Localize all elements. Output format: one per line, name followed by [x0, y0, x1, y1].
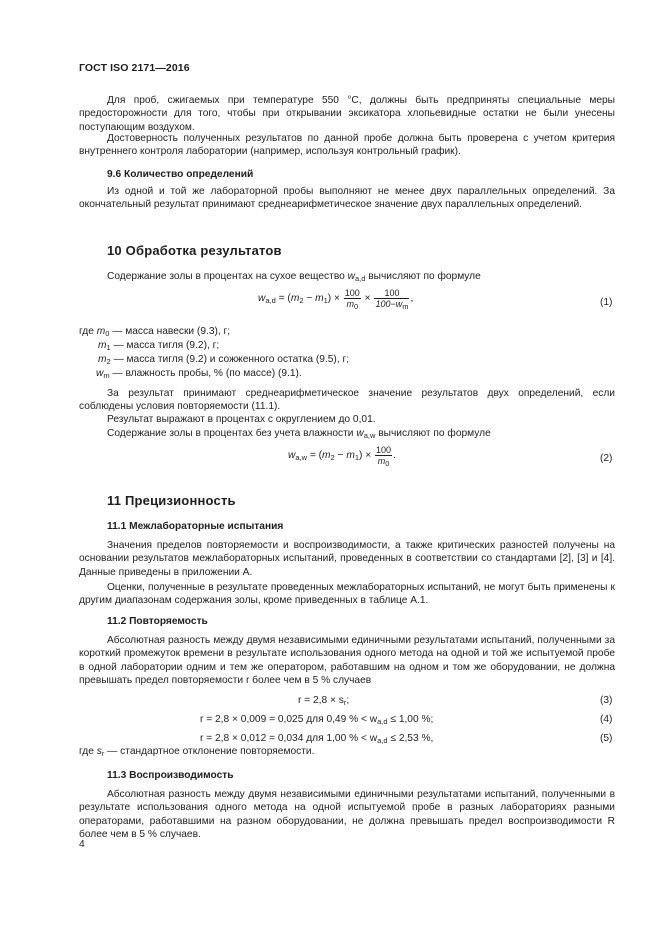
subsection-title-11-3: 11.3 Воспроизводимость [107, 770, 234, 781]
legend-item-sr: где $s_r$ — стандартное отклонение повторяемости. [79, 746, 315, 758]
document-header: ГОСТ ISO 2171—2016 [79, 62, 190, 74]
legend-item-m0: где $m_0$ — масса навески (9.3), г; [79, 326, 231, 338]
page-number: 4 [79, 839, 85, 850]
formula-number-1: (1) [600, 297, 613, 308]
formula-number-2: (2) [600, 453, 613, 464]
subsection-title-11-1: 11.1 Межлабораторные испытания [107, 521, 284, 532]
formula-number-3: (3) [600, 695, 613, 706]
legend-item-m2: $m_2$ — масса тигля (9.2) и сожженного остатка (9.5), г; [98, 354, 350, 366]
paragraph-formula-1-lead: Содержание золы в процентах на сухое вещество $w_{a,d}$ вычисляют по формуле [107, 271, 481, 283]
paragraph-rounding: Результат выражают в процентах с округлением до 0,01. [107, 414, 376, 425]
paragraph-determinations: Из одной и той же лабораторной пробы выполняют не менее двух параллельных определений. За окончательный результат принимают среднеарифметическое значение двух параллельных определений. [79, 186, 615, 211]
formula-3: $r = 2,8 \times s_r$; [298, 695, 350, 707]
formula-4: r = 2,8 × 0,009 = 0,025 для 0,49 % < $w_{a,d} \le 1,00$ %; [200, 714, 434, 726]
paragraph-formula-2-lead: Содержание золы в процентах без учета влажности $w_{a,w}$ вычисляют по формуле [107, 428, 491, 440]
paragraph-reproducibility: Абсолютная разность между двумя независимыми единичными результатами испытаний, полученными в результате использования одного метода на одной испытуемой пробе в разных лабораториях разными операторами, работавшими на разном оборудовании, не должна превышать предел воспроизводимости R более чем в 5 % случаев. [79, 789, 615, 841]
paragraph-interlab-basis: Значения пределов повторяемости и воспроизводимости, а также критических разностей получены на основании результатов межлабораторных испытаний, проведенных в соответствии со стандартами [2], [3] и [4]. Данные приведены в приложении А. [79, 540, 615, 578]
formula-1: $w_{a,d} = (m_2 - m_1)$ × $\frac{100}{m_0}$ × $\frac{100}{100-w_m}$ , [258, 288, 414, 311]
paragraph-result-mean: За результат принимают среднеарифметическое значение результатов двух определений, если соблюдены условия повторяемости (11.1). [79, 388, 615, 413]
subsection-title-9-6: 9.6 Количество определений [107, 169, 254, 180]
paragraph-temperature-precautions: Для проб, сжигаемых при температуре 550 °С, должны быть предприняты специальные меры предосторожности для того, чтобы при открывании эксикатора хлопьевидные остатки не были унесены поступающим воздухом. [79, 95, 615, 133]
formula-number-5: (5) [600, 733, 613, 744]
formula-number-4: (4) [600, 714, 613, 725]
paragraph-repeatability: Абсолютная разность между двумя независимыми единичными результатами испытаний, полученными за короткий промежуток времени в результате использования одного метода на одной и той же испытуемой пробе в одной лаборатории одним и тем же оператором, работавшим на одном и том же оборудовании, не должна превышать предел повторяемости r более чем в 5 % случаев [79, 635, 615, 687]
paragraph-reliability: Достоверность полученных результатов по данной пробе должна быть проверена с учетом критерия внутреннего контроля лаборатории (например, используя контрольный график). [79, 133, 615, 158]
section-title-11: 11 Прецизионность [107, 493, 236, 508]
formula-5: r = 2,8 × 0,012 = 0,034 для 1,00 % < $w_{a,d} \le 2,53$ %, [200, 733, 434, 745]
section-title-10: 10 Обработка результатов [107, 243, 282, 258]
formula-2: $w_{a,w} = (m_2 - m_1)$ × $\frac{100}{m_0}$ . [288, 445, 396, 468]
legend-item-wm: $w_m$ — влажность пробы, % (по массе) (9.1). [96, 368, 302, 380]
subsection-title-11-2: 11.2 Повторяемость [107, 616, 208, 627]
legend-item-m1: $m_1$ — масса тигля (9.2), г; [98, 340, 220, 352]
paragraph-interlab-limits: Оценки, полученные в результате проведенных межлабораторных испытаний, не могут быть применены к другим диапазонам содержания золы, кроме приведенных в таблице А.1. [79, 582, 615, 607]
